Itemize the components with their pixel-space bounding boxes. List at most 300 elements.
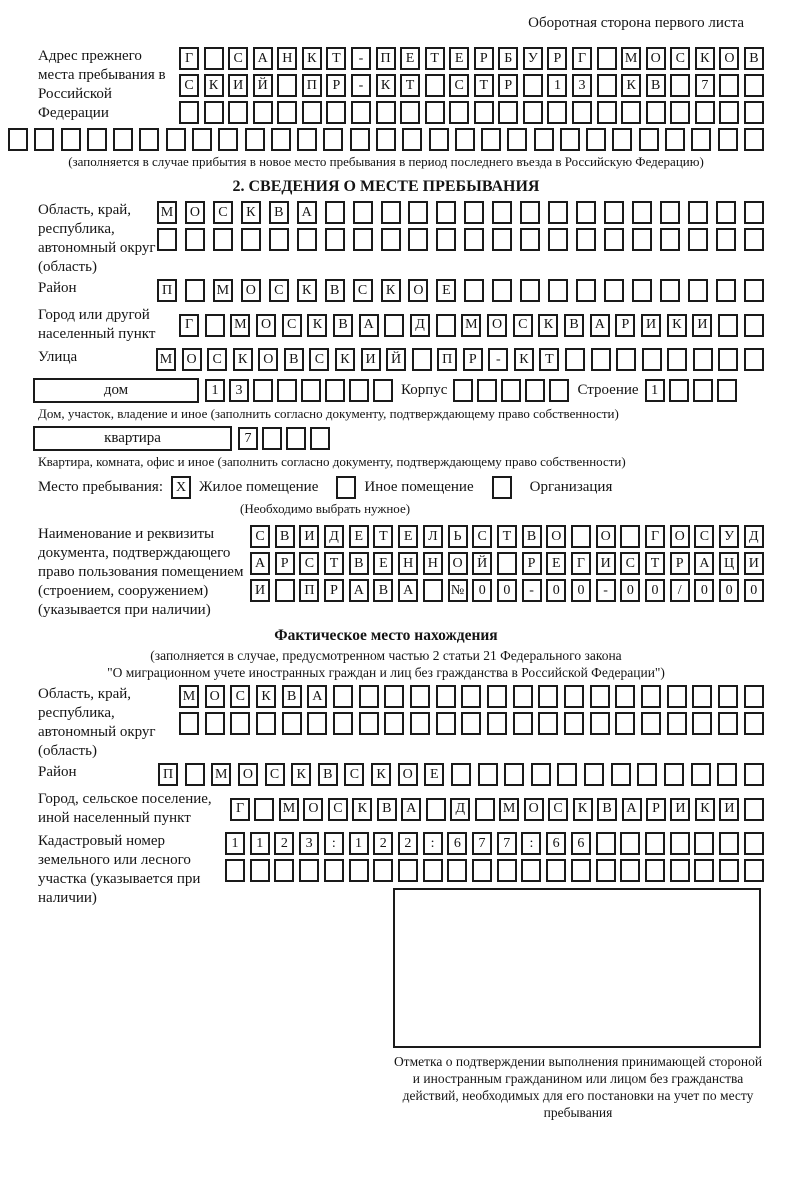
char-cell-empty[interactable] [688, 201, 708, 224]
char-cell-empty[interactable] [572, 101, 592, 124]
char-cell-empty[interactable] [691, 128, 711, 151]
char-cell-empty[interactable] [520, 279, 540, 302]
char-cell-filled[interactable]: 0 [744, 579, 764, 602]
char-cell-empty[interactable] [660, 279, 680, 302]
char-cell-filled[interactable]: О [256, 314, 276, 337]
char-cell-filled[interactable]: В [275, 525, 295, 548]
char-cell-filled[interactable]: В [373, 579, 393, 602]
char-cell-filled[interactable]: О [205, 685, 225, 708]
char-cell-filled[interactable]: Ь [448, 525, 468, 548]
char-cell-empty[interactable] [547, 101, 567, 124]
char-cell-filled[interactable]: О [487, 314, 507, 337]
char-cell-empty[interactable] [718, 128, 738, 151]
char-cell-filled[interactable]: А [297, 201, 317, 224]
char-cell-filled[interactable]: Р [326, 74, 346, 97]
char-cell-filled[interactable]: К [302, 47, 322, 70]
char-cell-empty[interactable] [744, 101, 764, 124]
char-cell-empty[interactable] [692, 712, 712, 735]
char-cell-filled[interactable]: 2 [274, 832, 294, 855]
char-cell-empty[interactable] [504, 763, 524, 786]
char-cell-filled[interactable]: М [157, 201, 177, 224]
char-cell-filled[interactable]: А [349, 579, 369, 602]
char-cell-empty[interactable] [302, 101, 322, 124]
char-cell-filled[interactable]: А [253, 47, 273, 70]
char-cell-empty[interactable] [410, 685, 430, 708]
char-cell-filled[interactable]: О [258, 348, 278, 371]
char-cell-filled[interactable]: А [359, 314, 379, 337]
char-cell-filled[interactable]: А [401, 798, 421, 821]
char-cell-filled[interactable]: Г [571, 552, 591, 575]
char-cell-empty[interactable] [451, 763, 471, 786]
char-cell-filled[interactable]: К [371, 763, 391, 786]
char-cell-filled[interactable]: М [230, 314, 250, 337]
char-cell-filled[interactable]: : [423, 832, 443, 855]
char-cell-empty[interactable] [744, 685, 764, 708]
char-cell-filled[interactable]: Е [349, 525, 369, 548]
char-cell-empty[interactable] [693, 348, 713, 371]
char-cell-filled[interactable]: Т [324, 552, 344, 575]
char-cell-filled[interactable]: А [694, 552, 714, 575]
char-cell-empty[interactable] [205, 314, 225, 337]
char-cell-empty[interactable] [498, 101, 518, 124]
char-cell-empty[interactable] [381, 201, 401, 224]
char-cell-empty[interactable] [576, 201, 596, 224]
char-cell-empty[interactable] [546, 859, 566, 882]
char-cell-filled[interactable]: К [376, 74, 396, 97]
char-cell-empty[interactable] [718, 712, 738, 735]
char-cell-filled[interactable]: М [156, 348, 176, 371]
char-cell-empty[interactable] [718, 348, 738, 371]
char-cell-filled[interactable]: П [437, 348, 457, 371]
char-cell-empty[interactable] [492, 228, 512, 251]
char-cell-empty[interactable] [297, 228, 317, 251]
char-cell-filled[interactable]: 6 [447, 832, 467, 855]
char-cell-empty[interactable] [744, 712, 764, 735]
char-cell-filled[interactable]: М [461, 314, 481, 337]
char-cell-filled[interactable]: 1 [225, 832, 245, 855]
char-cell-filled[interactable]: А [250, 552, 270, 575]
char-cell-filled[interactable]: П [299, 579, 319, 602]
char-cell-empty[interactable] [301, 379, 321, 402]
char-cell-filled[interactable]: С [472, 525, 492, 548]
char-cell-filled[interactable]: С [265, 763, 285, 786]
char-cell-filled[interactable]: И [299, 525, 319, 548]
char-cell-filled[interactable]: И [670, 798, 690, 821]
char-cell-empty[interactable] [230, 712, 250, 735]
char-cell-empty[interactable] [492, 201, 512, 224]
char-cell-filled[interactable]: К [695, 798, 715, 821]
char-cell-filled[interactable]: 3 [572, 74, 592, 97]
stay-option-checkbox-other[interactable] [336, 476, 356, 499]
char-cell-filled[interactable]: И [641, 314, 661, 337]
char-cell-empty[interactable] [632, 228, 652, 251]
char-cell-empty[interactable] [716, 201, 736, 224]
char-cell-filled[interactable]: С [282, 314, 302, 337]
char-cell-empty[interactable] [523, 101, 543, 124]
char-cell-empty[interactable] [253, 101, 273, 124]
char-cell-empty[interactable] [274, 859, 294, 882]
char-cell-filled[interactable]: Р [670, 552, 690, 575]
char-cell-filled[interactable]: - [596, 579, 616, 602]
char-cell-empty[interactable] [461, 712, 481, 735]
char-cell-empty[interactable] [637, 763, 657, 786]
char-cell-empty[interactable] [487, 712, 507, 735]
char-cell-empty[interactable] [464, 279, 484, 302]
char-cell-filled[interactable]: Р [498, 74, 518, 97]
char-cell-empty[interactable] [596, 859, 616, 882]
char-cell-filled[interactable]: О [238, 763, 258, 786]
char-cell-filled[interactable]: О [303, 798, 323, 821]
char-cell-empty[interactable] [179, 101, 199, 124]
char-cell-empty[interactable] [436, 228, 456, 251]
char-cell-filled[interactable]: 6 [571, 832, 591, 855]
char-cell-empty[interactable] [670, 859, 690, 882]
char-cell-filled[interactable]: Н [277, 47, 297, 70]
char-cell-empty[interactable] [449, 101, 469, 124]
char-cell-filled[interactable]: И [250, 579, 270, 602]
char-cell-filled[interactable]: Д [744, 525, 764, 548]
char-cell-empty[interactable] [307, 712, 327, 735]
char-cell-empty[interactable] [492, 279, 512, 302]
char-cell-empty[interactable] [597, 74, 617, 97]
char-cell-filled[interactable]: 7 [497, 832, 517, 855]
char-cell-empty[interactable] [185, 228, 205, 251]
char-cell-empty[interactable] [204, 47, 224, 70]
char-cell-filled[interactable]: К [297, 279, 317, 302]
char-cell-empty[interactable] [477, 379, 497, 402]
char-cell-empty[interactable] [694, 832, 714, 855]
char-cell-empty[interactable] [310, 427, 330, 450]
char-cell-empty[interactable] [464, 201, 484, 224]
char-cell-empty[interactable] [326, 101, 346, 124]
char-cell-empty[interactable] [744, 348, 764, 371]
char-cell-empty[interactable] [521, 859, 541, 882]
char-cell-filled[interactable]: Д [410, 314, 430, 337]
char-cell-filled[interactable]: К [667, 314, 687, 337]
char-cell-empty[interactable] [691, 763, 711, 786]
char-cell-filled[interactable]: К [204, 74, 224, 97]
char-cell-filled[interactable]: Р [646, 798, 666, 821]
char-cell-filled[interactable]: Г [645, 525, 665, 548]
char-cell-filled[interactable]: Е [400, 47, 420, 70]
char-cell-filled[interactable]: № [448, 579, 468, 602]
char-cell-filled[interactable]: И [719, 798, 739, 821]
char-cell-filled[interactable]: А [622, 798, 642, 821]
char-cell-empty[interactable] [641, 685, 661, 708]
char-cell-filled[interactable]: К [233, 348, 253, 371]
char-cell-filled[interactable]: И [228, 74, 248, 97]
char-cell-empty[interactable] [719, 101, 739, 124]
char-cell-empty[interactable] [525, 379, 545, 402]
char-cell-empty[interactable] [565, 348, 585, 371]
char-cell-empty[interactable] [351, 101, 371, 124]
char-cell-filled[interactable]: О [241, 279, 261, 302]
char-cell-empty[interactable] [325, 379, 345, 402]
char-cell-empty[interactable] [694, 859, 714, 882]
char-cell-filled[interactable]: Т [539, 348, 559, 371]
char-cell-filled[interactable]: 7 [238, 427, 258, 450]
char-cell-empty[interactable] [664, 763, 684, 786]
char-cell-filled[interactable]: О [646, 47, 666, 70]
char-cell-filled[interactable]: С [213, 201, 233, 224]
char-cell-filled[interactable]: 2 [373, 832, 393, 855]
char-cell-filled[interactable]: 0 [497, 579, 517, 602]
char-cell-filled[interactable]: О [546, 525, 566, 548]
char-cell-empty[interactable] [61, 128, 81, 151]
char-cell-filled[interactable]: С [620, 552, 640, 575]
char-cell-empty[interactable] [744, 201, 764, 224]
char-cell-empty[interactable] [384, 712, 404, 735]
char-cell-empty[interactable] [353, 201, 373, 224]
char-cell-empty[interactable] [692, 685, 712, 708]
char-cell-empty[interactable] [205, 712, 225, 735]
char-cell-filled[interactable]: О [185, 201, 205, 224]
char-cell-filled[interactable]: М [499, 798, 519, 821]
char-cell-empty[interactable] [717, 763, 737, 786]
char-cell-empty[interactable] [716, 228, 736, 251]
char-cell-empty[interactable] [584, 763, 604, 786]
char-cell-filled[interactable]: О [182, 348, 202, 371]
char-cell-filled[interactable]: Р [547, 47, 567, 70]
char-cell-filled[interactable]: П [302, 74, 322, 97]
char-cell-empty[interactable] [744, 832, 764, 855]
char-cell-empty[interactable] [646, 101, 666, 124]
char-cell-filled[interactable]: М [211, 763, 231, 786]
char-cell-filled[interactable]: К [621, 74, 641, 97]
char-cell-empty[interactable] [744, 859, 764, 882]
char-cell-empty[interactable] [253, 379, 273, 402]
char-cell-filled[interactable]: К [381, 279, 401, 302]
char-cell-empty[interactable] [660, 201, 680, 224]
char-cell-empty[interactable] [436, 201, 456, 224]
char-cell-empty[interactable] [534, 128, 554, 151]
char-cell-empty[interactable] [744, 279, 764, 302]
char-cell-filled[interactable]: С [309, 348, 329, 371]
char-cell-empty[interactable] [349, 379, 369, 402]
char-cell-filled[interactable]: С [548, 798, 568, 821]
char-cell-empty[interactable] [277, 101, 297, 124]
char-cell-empty[interactable] [323, 128, 343, 151]
char-cell-empty[interactable] [549, 379, 569, 402]
char-cell-empty[interactable] [597, 47, 617, 70]
char-cell-empty[interactable] [324, 859, 344, 882]
char-cell-filled[interactable]: Г [230, 798, 250, 821]
char-cell-empty[interactable] [185, 279, 205, 302]
char-cell-empty[interactable] [218, 128, 238, 151]
char-cell-empty[interactable] [384, 314, 404, 337]
char-cell-filled[interactable]: С [207, 348, 227, 371]
char-cell-empty[interactable] [492, 476, 512, 499]
char-cell-empty[interactable] [241, 228, 261, 251]
char-cell-filled[interactable]: И [692, 314, 712, 337]
char-cell-empty[interactable] [400, 101, 420, 124]
char-cell-empty[interactable] [410, 712, 430, 735]
char-cell-empty[interactable] [688, 228, 708, 251]
char-cell-filled[interactable]: Н [423, 552, 443, 575]
char-cell-empty[interactable] [716, 279, 736, 302]
char-cell-empty[interactable] [645, 832, 665, 855]
char-cell-empty[interactable] [538, 712, 558, 735]
char-cell-empty[interactable] [381, 228, 401, 251]
char-cell-empty[interactable] [670, 101, 690, 124]
char-cell-empty[interactable] [325, 228, 345, 251]
char-cell-empty[interactable] [645, 859, 665, 882]
char-cell-filled[interactable]: П [157, 279, 177, 302]
char-cell-filled[interactable]: Е [436, 279, 456, 302]
char-cell-filled[interactable]: К [538, 314, 558, 337]
char-cell-filled[interactable]: Т [400, 74, 420, 97]
char-cell-empty[interactable] [523, 74, 543, 97]
stay-option-checkbox-organization[interactable] [492, 476, 512, 499]
char-cell-empty[interactable] [213, 228, 233, 251]
char-cell-filled[interactable]: К [307, 314, 327, 337]
char-cell-empty[interactable] [693, 379, 713, 402]
char-cell-empty[interactable] [744, 314, 764, 337]
char-cell-filled[interactable]: К [291, 763, 311, 786]
char-cell-empty[interactable] [204, 101, 224, 124]
char-cell-filled[interactable]: С [449, 74, 469, 97]
char-cell-empty[interactable] [408, 201, 428, 224]
char-cell-empty[interactable] [254, 798, 274, 821]
char-cell-filled[interactable]: М [621, 47, 641, 70]
char-cell-empty[interactable] [453, 379, 473, 402]
char-cell-filled[interactable]: К [352, 798, 372, 821]
char-cell-empty[interactable] [620, 832, 640, 855]
char-cell-filled[interactable]: 7 [695, 74, 715, 97]
char-cell-filled[interactable]: О [398, 763, 418, 786]
char-cell-filled[interactable]: С [694, 525, 714, 548]
char-cell-empty[interactable] [513, 712, 533, 735]
char-cell-empty[interactable] [744, 228, 764, 251]
char-cell-empty[interactable] [667, 685, 687, 708]
char-cell-empty[interactable] [560, 128, 580, 151]
char-cell-empty[interactable] [376, 101, 396, 124]
char-cell-empty[interactable] [513, 685, 533, 708]
char-cell-empty[interactable] [461, 685, 481, 708]
char-cell-empty[interactable] [245, 128, 265, 151]
char-cell-empty[interactable] [447, 859, 467, 882]
char-cell-filled[interactable]: В [597, 798, 617, 821]
char-cell-filled[interactable]: С [299, 552, 319, 575]
char-cell-empty[interactable] [597, 101, 617, 124]
char-cell-filled[interactable]: В [349, 552, 369, 575]
char-cell-filled[interactable]: 1 [547, 74, 567, 97]
char-cell-empty[interactable] [586, 128, 606, 151]
char-cell-filled[interactable]: С [230, 685, 250, 708]
char-cell-filled[interactable]: М [279, 798, 299, 821]
char-cell-filled[interactable]: С [513, 314, 533, 337]
char-cell-empty[interactable] [590, 712, 610, 735]
char-cell-empty[interactable] [113, 128, 133, 151]
char-cell-empty[interactable] [632, 201, 652, 224]
char-cell-empty[interactable] [277, 379, 297, 402]
char-cell-empty[interactable] [744, 763, 764, 786]
char-cell-empty[interactable] [333, 712, 353, 735]
char-cell-filled[interactable]: В [284, 348, 304, 371]
char-cell-filled[interactable]: С [670, 47, 690, 70]
char-cell-empty[interactable] [641, 712, 661, 735]
char-cell-filled[interactable]: Л [423, 525, 443, 548]
char-cell-empty[interactable] [478, 763, 498, 786]
char-cell-empty[interactable] [621, 101, 641, 124]
char-cell-filled[interactable]: : [324, 832, 344, 855]
char-cell-empty[interactable] [425, 74, 445, 97]
char-cell-empty[interactable] [548, 228, 568, 251]
char-cell-empty[interactable] [455, 128, 475, 151]
char-cell-filled[interactable]: Т [645, 552, 665, 575]
char-cell-empty[interactable] [350, 128, 370, 151]
char-cell-empty[interactable] [719, 832, 739, 855]
char-cell-filled[interactable]: 7 [472, 832, 492, 855]
char-cell-filled[interactable]: У [719, 525, 739, 548]
char-cell-filled[interactable]: Т [373, 525, 393, 548]
char-cell-filled[interactable]: 6 [546, 832, 566, 855]
char-cell-empty[interactable] [571, 525, 591, 548]
char-cell-empty[interactable] [297, 128, 317, 151]
char-cell-empty[interactable] [429, 128, 449, 151]
char-cell-empty[interactable] [670, 74, 690, 97]
char-cell-filled[interactable]: К [335, 348, 355, 371]
char-cell-filled[interactable]: 0 [571, 579, 591, 602]
char-cell-filled[interactable]: Е [424, 763, 444, 786]
char-cell-empty[interactable] [667, 712, 687, 735]
char-cell-filled[interactable]: Т [326, 47, 346, 70]
char-cell-empty[interactable] [639, 128, 659, 151]
char-cell-empty[interactable] [632, 279, 652, 302]
char-cell-filled[interactable]: Р [522, 552, 542, 575]
char-cell-empty[interactable] [590, 685, 610, 708]
char-cell-empty[interactable] [423, 579, 443, 602]
char-cell-filled[interactable]: И [361, 348, 381, 371]
char-cell-empty[interactable] [398, 859, 418, 882]
char-cell-filled[interactable]: Т [474, 74, 494, 97]
char-cell-empty[interactable] [353, 228, 373, 251]
char-cell-empty[interactable] [157, 228, 177, 251]
char-cell-filled[interactable]: О [719, 47, 739, 70]
char-cell-filled[interactable]: К [241, 201, 261, 224]
char-cell-filled[interactable]: К [695, 47, 715, 70]
char-cell-filled[interactable]: 0 [546, 579, 566, 602]
char-cell-filled[interactable]: С [344, 763, 364, 786]
char-cell-empty[interactable] [192, 128, 212, 151]
char-cell-empty[interactable] [472, 859, 492, 882]
char-cell-empty[interactable] [591, 348, 611, 371]
char-cell-filled[interactable]: И [744, 552, 764, 575]
char-cell-empty[interactable] [548, 201, 568, 224]
char-cell-empty[interactable] [373, 859, 393, 882]
char-cell-empty[interactable] [507, 128, 527, 151]
char-cell-empty[interactable] [225, 859, 245, 882]
char-cell-empty[interactable] [34, 128, 54, 151]
char-cell-empty[interactable] [669, 379, 689, 402]
char-cell-empty[interactable] [576, 279, 596, 302]
char-cell-empty[interactable] [402, 128, 422, 151]
char-cell-filled[interactable]: Е [398, 525, 418, 548]
char-cell-filled[interactable]: - [351, 47, 371, 70]
char-cell-filled[interactable]: А [398, 579, 418, 602]
char-cell-empty[interactable] [670, 832, 690, 855]
char-cell-empty[interactable] [620, 859, 640, 882]
char-cell-empty[interactable] [464, 228, 484, 251]
char-cell-empty[interactable] [250, 859, 270, 882]
char-cell-empty[interactable] [744, 798, 764, 821]
char-cell-filled[interactable]: В [522, 525, 542, 548]
char-cell-filled[interactable]: О [448, 552, 468, 575]
char-cell-filled[interactable]: В [564, 314, 584, 337]
char-cell-empty[interactable] [426, 798, 446, 821]
char-cell-empty[interactable] [299, 859, 319, 882]
char-cell-filled[interactable]: Е [373, 552, 393, 575]
